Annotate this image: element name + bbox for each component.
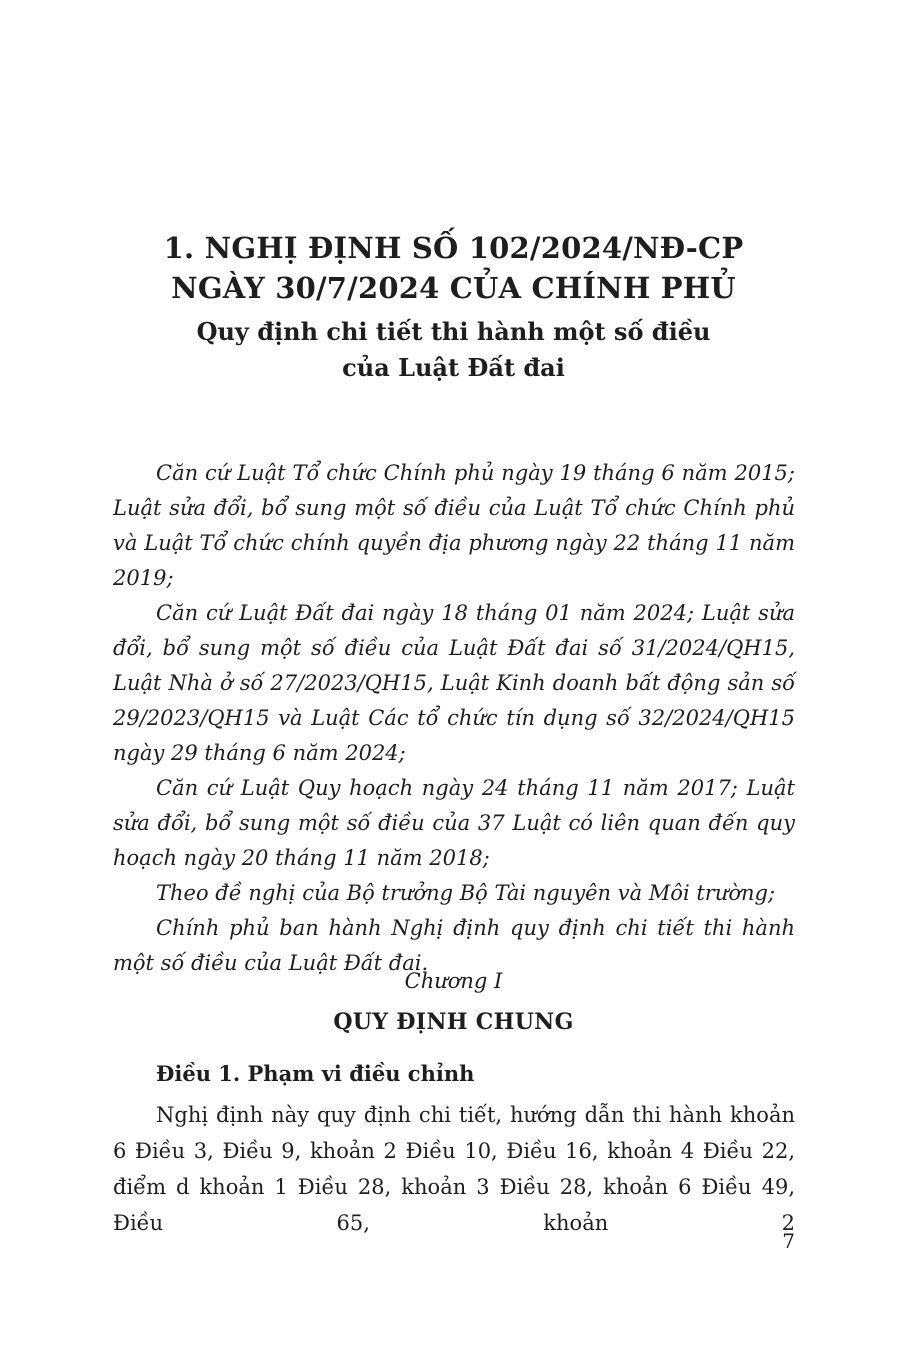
subtitle-line-2: của Luật Đất đai xyxy=(342,353,565,382)
preamble-paragraph: Căn cứ Luật Đất đai ngày 18 tháng 01 năm 2024; Luật sửa đổi, bổ sung một số điều của Luật Đất đai số 31/2024/QH15, Luật Nhà ở số 27/2023/QH15, Luật Kinh doanh bất động sản số 29/2023/QH15 và Luật Các tổ chức tín dụng số 32/2024/QH15 ngày 29 tháng 6 năm 2024; xyxy=(113,601,795,765)
preamble-paragraph: Căn cứ Luật Tổ chức Chính phủ ngày 19 tháng 6 năm 2015; Luật sửa đổi, bổ sung một số điều của Luật Tổ chức Chính phủ và Luật Tổ chức chính quyền địa phương ngày 22 tháng 11 năm 2019; xyxy=(113,461,795,590)
chapter-title: QUY ĐỊNH CHUNG xyxy=(333,1009,574,1035)
page-number: 7 xyxy=(782,1229,795,1253)
preamble xyxy=(113,456,795,981)
article-heading: Điều 1. Phạm vi điều chỉnh xyxy=(156,1061,475,1086)
chapter-label: Chương I xyxy=(404,969,503,993)
title-line-1: 1. NGHỊ ĐỊNH SỐ 102/2024/NĐ-CP xyxy=(163,231,744,265)
article-paragraph: Nghị định này quy định chi tiết, hướng dẫn thi hành khoản 6 Điều 3, Điều 9, khoản 2 Điều 10, Điều 16, khoản 4 Điều 22, điểm d khoản 1 Điều 28, khoản 3 Điều 28, khoản 6 Điều 49, Điều 65, khoản 2 xyxy=(113,1103,795,1235)
document-title xyxy=(0,228,907,386)
preamble-paragraph: Chính phủ ban hành Nghị định quy định chi tiết thi hành một số điều của Luật Đất đai. xyxy=(113,916,795,975)
subtitle-line-1: Quy định chi tiết thi hành một số điều xyxy=(196,317,711,346)
title-line-2: NGÀY 30/7/2024 CỦA CHÍNH PHỦ xyxy=(171,271,736,305)
article-body xyxy=(113,1097,795,1241)
preamble-paragraph: Căn cứ Luật Quy hoạch ngày 24 tháng 11 năm 2017; Luật sửa đổi, bổ sung một số điều của 37 Luật có liên quan đến quy hoạch ngày 20 tháng 11 năm 2018; xyxy=(113,776,795,870)
preamble-paragraph: Theo đề nghị của Bộ trưởng Bộ Tài nguyên và Môi trường; xyxy=(156,881,776,905)
